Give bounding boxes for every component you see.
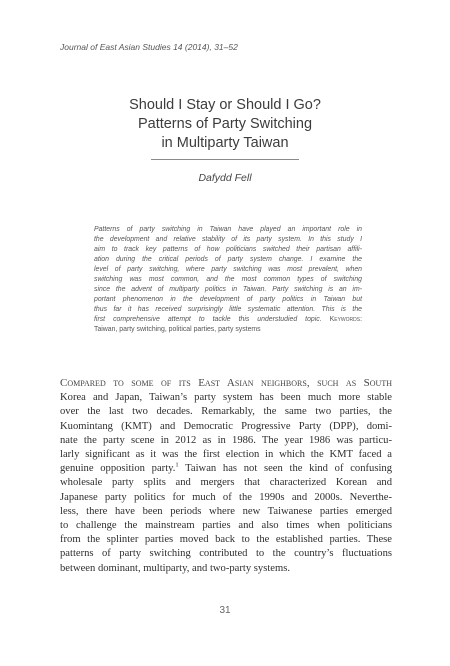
opening-smallcaps: Compared to some of its East Asian neighbors, such as South <box>60 377 392 389</box>
abstract <box>94 225 362 335</box>
title-line: in Multiparty Taiwan <box>161 135 289 151</box>
body-line: from the splinter parties moved back to the established parties. These <box>60 534 392 546</box>
title-line: Patterns of Party Switching <box>137 116 313 132</box>
body-line: larly significant as it was the first election in which the KMT faced a <box>60 449 392 461</box>
abstract-line: portant phenomenon in the development of party politics in Taiwan but <box>94 296 362 303</box>
abstract-line: switching was most common, and the most common types of switching <box>94 276 362 283</box>
body-line <box>60 376 392 391</box>
keywords-list: Taiwan, party switching, political parties, party systems <box>94 326 261 333</box>
body-line: less, there have been periods where new Taiwanese parties emerged <box>60 505 392 517</box>
abstract-line: ation during the critical periods of party system change. I examine the <box>94 256 362 263</box>
footnote-marker[interactable]: 1 <box>175 461 179 469</box>
body-line: between dominant, multiparty, and two-party systems. <box>60 562 290 574</box>
author-name: Dafydd Fell <box>198 172 252 184</box>
abstract-line: the development and relative stability of its party system. In this study I <box>94 236 362 243</box>
abstract-line: aim to track key patterns of how politicians switched their partisan affili- <box>94 246 362 253</box>
body-line: wholesale party splits and mergers that characterized Korean and <box>60 477 392 489</box>
article-title <box>80 96 370 153</box>
journal-citation: Journal of East Asian Studies 14 (2014), 31–52 <box>60 42 238 52</box>
body-line: patterns of party switching contributed to the country’s fluctuations <box>60 548 392 560</box>
keywords-label: Keywords: <box>329 316 362 323</box>
body-line-with-footnote <box>60 462 392 476</box>
body-line: over the last two decades. Remarkably, the same two parties, the <box>60 406 392 418</box>
title-divider <box>151 159 299 160</box>
body-line: Korea and Japan, Taiwan’s party system has been much more stable <box>60 392 392 404</box>
abstract-line-with-keywords-label <box>94 315 362 325</box>
body-line: Japanese party politics for much of the 1990s and 2000s. Neverthe- <box>60 491 392 503</box>
page-number: 31 <box>219 605 231 616</box>
body-line: nate the party scene in 2012 as in 1986. The year 1986 was particu- <box>60 434 392 446</box>
abstract-line: since the advent of multiparty politics in Taiwan. Party switching is an im- <box>94 286 362 293</box>
body-text-fragment: Taiwan has not seen the kind of confusing <box>178 463 392 475</box>
title-line: Should I Stay or Should I Go? <box>129 97 321 113</box>
body-text-fragment: genuine opposition party. <box>60 463 176 475</box>
abstract-line: thus far it has received surprisingly little systematic attention. This is the <box>94 306 362 313</box>
abstract-line: level of party switching, where party switching was most prevalent, when <box>94 266 362 273</box>
abstract-line: first comprehensive attempt to tackle this understudied topic. <box>94 316 322 323</box>
body-text <box>60 376 392 576</box>
body-line: Kuomintang (KMT) and Democratic Progressive Party (DPP), domi- <box>60 420 392 432</box>
body-line: to challenge the mainstream parties and also times when politicians <box>60 520 392 532</box>
abstract-line: Patterns of party switching in Taiwan have played an important role in <box>94 226 362 233</box>
